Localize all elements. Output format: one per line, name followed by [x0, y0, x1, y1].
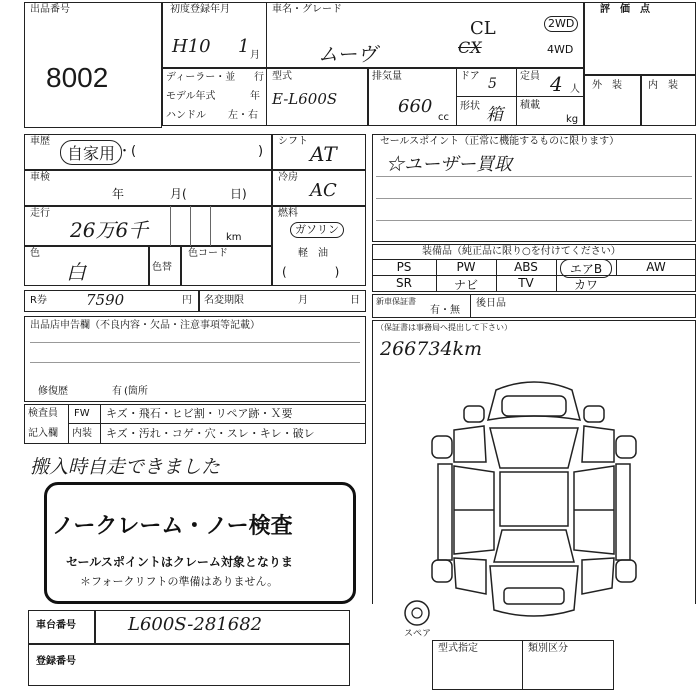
sales-line-1 [376, 176, 692, 177]
drive-2wd: 2WD [544, 16, 578, 32]
aircon-label: 冷房 [278, 172, 298, 183]
stamp-line-1: セールスポイントはクレーム対象となりま [66, 555, 293, 569]
inspector-fw: FW [74, 408, 90, 419]
doors-value: 5 [488, 76, 497, 92]
history-paren-close: ) [258, 144, 264, 159]
warranty-after-label: 後日品 [476, 298, 506, 309]
equip-sr: SR [396, 276, 412, 290]
car-rear-bumper [504, 588, 564, 604]
capacity-value: 4 [550, 72, 563, 96]
aircon-value: AC [310, 180, 337, 201]
model-year-unit: 年 [250, 91, 260, 102]
color-split-1 [148, 246, 150, 286]
warranty-label: 新車保証書 [376, 297, 416, 306]
car-windshield [490, 428, 578, 468]
inspector-interior: 内装 [72, 428, 92, 439]
sales-line-3 [376, 220, 692, 221]
history-paren-open: ・( [118, 144, 137, 159]
grade-value: CL [470, 18, 496, 39]
inspection-label: 車検 [30, 172, 50, 183]
mileage-value: 26万6千 [70, 218, 149, 242]
equip-leather: カワ [573, 278, 598, 292]
capacity-unit: 人 [570, 84, 580, 95]
name-change-label: 名変期限 [204, 295, 244, 306]
recycle-unit: 円 [182, 295, 192, 306]
load-label: 積載 [520, 100, 540, 111]
mileage-col-1 [170, 206, 171, 246]
shift-value: AT [310, 142, 337, 166]
inspector-label-2: 記入欄 [28, 428, 58, 439]
inspector-line-2: キズ・汚れ・コゲ・穴・スレ・キレ・破レ [106, 427, 315, 440]
type-value: E-L600S [272, 90, 338, 108]
car-left-front-wheel [432, 436, 452, 458]
type-designation-label: 型式指定 [438, 643, 478, 654]
model-name-value: ムーヴ [318, 42, 377, 66]
car-left-front-fender [454, 426, 486, 462]
mileage-label: 走行 [30, 208, 50, 219]
color-code-label: 色コード [188, 248, 228, 259]
first-reg-label: 初度登録年月 [170, 4, 230, 15]
car-left-side-box [438, 464, 452, 560]
car-right-side-box [616, 464, 630, 560]
car-left-mirror-top [464, 406, 484, 422]
mileage-col-2 [190, 206, 191, 246]
sales-point-label: セールスポイント（正常に機能するものに限ります） [380, 136, 620, 147]
equip-tv: TV [518, 276, 534, 290]
history-value: 自家用 [60, 140, 122, 165]
stamp-line-2: ＊フォークリフトの準備はありません。 [80, 575, 279, 588]
shape-value: 箱 [486, 105, 503, 125]
equip-aw: AW [646, 260, 666, 274]
inspector-line-1: キズ・飛石・ヒビ割・リペア跡・Ｘ要 [106, 407, 293, 420]
exterior-label: 外 装 [592, 80, 622, 91]
recycle-value: 7590 [86, 291, 125, 309]
grade-struck: CX [458, 38, 482, 57]
inspection-month: 月( [170, 187, 187, 201]
car-left-rear-fender [454, 558, 486, 594]
class-label: 類別区分 [528, 643, 568, 654]
displacement-value: 660 [398, 96, 433, 117]
name-change-month: 月 [298, 295, 308, 306]
lot-number: 8002 [46, 62, 109, 93]
car-diagram [424, 374, 644, 634]
recycle-label: R券 [30, 295, 47, 306]
warranty-box [372, 294, 696, 318]
model-year-label: モデル年式 [166, 91, 216, 102]
equip-navi: ナビ [453, 278, 478, 292]
repair-suffix: (箇所 [124, 386, 148, 397]
car-tailgate [490, 566, 578, 616]
registration-box [28, 644, 350, 686]
mileage-col-3 [210, 206, 211, 246]
warranty-split [470, 294, 471, 318]
car-right-front-fender [582, 426, 614, 462]
rating-label: 評 価 点 [600, 4, 650, 15]
equip-ps: PS [396, 260, 412, 274]
car-hood [502, 396, 566, 416]
recycle-box [24, 290, 366, 312]
fuel-paren: ( ) [282, 265, 340, 279]
color-split-2 [180, 246, 182, 286]
car-right-front-wheel [616, 436, 636, 458]
equip-airbag: エアB [560, 259, 612, 278]
inspector-mid [68, 423, 366, 424]
recycle-split [198, 290, 200, 312]
car-right-rear-wheel [616, 560, 636, 582]
first-reg-month: 1 [238, 36, 250, 57]
lot-label: 出品番号 [30, 4, 70, 15]
equipment-label: 装備品（純正品に限り○を付けてください） [422, 246, 621, 257]
seller-report-line-1 [30, 342, 360, 343]
color-change-label: 色替 [152, 262, 172, 273]
fuel-label: 燃料 [278, 208, 298, 219]
repair-label: 修復歴 [38, 386, 68, 397]
car-rear-window [494, 530, 574, 562]
chassis-value: L600S-281682 [128, 614, 263, 635]
inspector-col [68, 404, 69, 444]
doors-label: ドア [460, 71, 480, 82]
inspector-col-2 [100, 404, 101, 444]
rating-split [640, 74, 642, 126]
shift-label: シフト [278, 136, 308, 147]
equip-pw: PW [456, 260, 476, 274]
car-right-rear-fender [582, 558, 614, 594]
seller-report-label: 出品店申告欄（不良内容・欠品・注意事項等記載） [30, 320, 260, 331]
first-reg-month-unit: 月 [250, 50, 260, 61]
capacity-label: 定員 [520, 71, 540, 82]
sales-point-text: ☆ユーザー買取 [386, 154, 512, 175]
sales-line-2 [376, 198, 692, 199]
km-note: 266734km [380, 338, 483, 360]
color-value: 白 [66, 260, 86, 284]
handwritten-note: 搬入時自走できました [30, 456, 221, 478]
inspection-year: 年 [112, 187, 125, 201]
spare-tire-icon [402, 598, 432, 628]
first-reg-year: H10 [172, 36, 211, 57]
equip-abs: ABS [514, 260, 538, 274]
type-label: 型式 [272, 71, 292, 82]
dealer-label: ディーラー・並 [166, 72, 236, 83]
warranty-note: （保証書は事務局へ提出して下さい） [376, 323, 512, 332]
stamp-title: ノークレーム・ノー検査 [52, 514, 293, 539]
inspection-day: 日) [230, 187, 247, 201]
car-left-rear-wheel [432, 560, 452, 582]
warranty-options: 有・無 [430, 305, 460, 316]
handle-label: ハンドル [166, 110, 206, 121]
inspector-label-1: 検査員 [28, 408, 58, 419]
load-unit: kg [566, 114, 579, 125]
history-label: 車歴 [30, 136, 50, 147]
fuel-light-oil: 軽 油 [298, 248, 328, 259]
drive-4wd: 4WD [547, 43, 574, 56]
mileage-unit: km [226, 232, 242, 243]
registration-label: 登録番号 [36, 656, 76, 667]
spare-label: スペア [404, 629, 432, 639]
shape-label: 形状 [460, 101, 480, 112]
repair-value: 有 [112, 386, 122, 397]
name-change-day: 日 [350, 295, 360, 306]
displacement-label: 排気量 [372, 71, 402, 82]
seller-report-line-2 [30, 362, 360, 363]
model-name-label: 車名・グレード [272, 4, 342, 15]
interior-label: 内 装 [648, 80, 678, 91]
chassis-label: 車台番号 [36, 620, 76, 631]
car-roof-panel [500, 472, 568, 526]
dealer-mark: 行 [254, 72, 264, 83]
color-label: 色 [30, 248, 40, 259]
handle-options: 左・右 [228, 110, 258, 121]
displacement-unit: cc [438, 112, 449, 123]
fuel-value: ガソリン [290, 222, 344, 238]
car-right-mirror-top [584, 406, 604, 422]
